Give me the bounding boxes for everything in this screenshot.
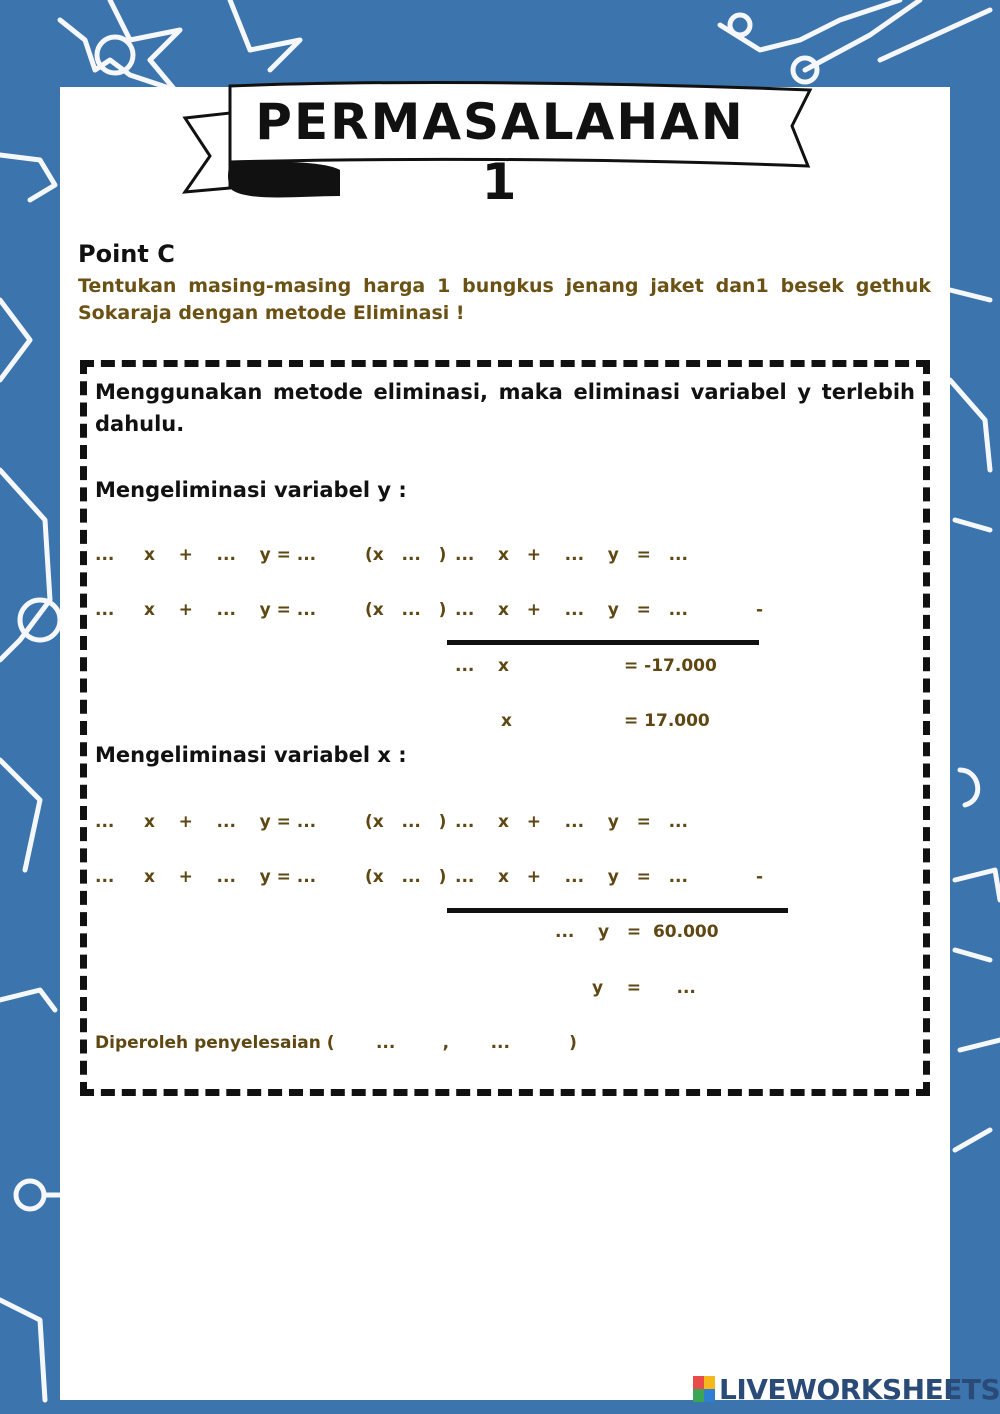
- subtract-operator: -: [756, 867, 764, 887]
- equation-2-left: ... x + ... y = ...: [95, 600, 317, 620]
- sum-line: [447, 640, 759, 645]
- equation-1-right: ... x + ... y = ...: [455, 545, 688, 565]
- subtract-operator: -: [756, 600, 764, 620]
- intro-text: Menggunakan metode eliminasi, maka eliminasi variabel y terlebih dahulu.: [95, 380, 915, 436]
- result-1-left: ... x: [455, 656, 510, 676]
- equation-3-left: ... x + ... y = ...: [95, 812, 317, 832]
- result-3: ... y = 60.000: [555, 922, 719, 942]
- equation-4-right: ... x + ... y = ...: [455, 867, 688, 887]
- equation-3-right: ... x + ... y = ...: [455, 812, 688, 832]
- page-title: PERMASALAHAN 1: [255, 93, 745, 211]
- equation-2-multiplier: (x ... ): [365, 600, 447, 620]
- equation-1-left: ... x + ... y = ...: [95, 545, 317, 565]
- instruction-text: Tentukan masing-masing harga 1 bungkus jenang jaket dan1 besek gethuk Sokaraja dengan metode Eliminasi !: [78, 275, 931, 324]
- equation-1-multiplier: (x ... ): [365, 545, 447, 565]
- equation-4-left: ... x + ... y = ...: [95, 867, 317, 887]
- result-2-right: = 17.000: [624, 711, 710, 731]
- section-title-eliminate-y: Mengeliminasi variabel y :: [95, 478, 407, 502]
- liveworksheets-icon: [693, 1376, 715, 1402]
- point-label: Point C: [78, 240, 175, 268]
- sum-line: [447, 908, 788, 913]
- equation-4-multiplier: (x ... ): [365, 867, 447, 887]
- result-4: y = ...: [592, 978, 696, 998]
- result-2-left: x: [501, 711, 512, 731]
- section-title-eliminate-x: Mengeliminasi variabel x :: [95, 743, 407, 767]
- watermark-text: LIVEWORKSHEETS: [719, 1372, 1000, 1406]
- equation-2-right: ... x + ... y = ...: [455, 600, 688, 620]
- equation-3-multiplier: (x ... ): [365, 812, 447, 832]
- liveworksheets-logo: [693, 1372, 1000, 1406]
- result-1-right: = -17.000: [624, 656, 717, 676]
- conclusion-text: Diperoleh penyelesaian ( ... , ... ): [95, 1033, 577, 1053]
